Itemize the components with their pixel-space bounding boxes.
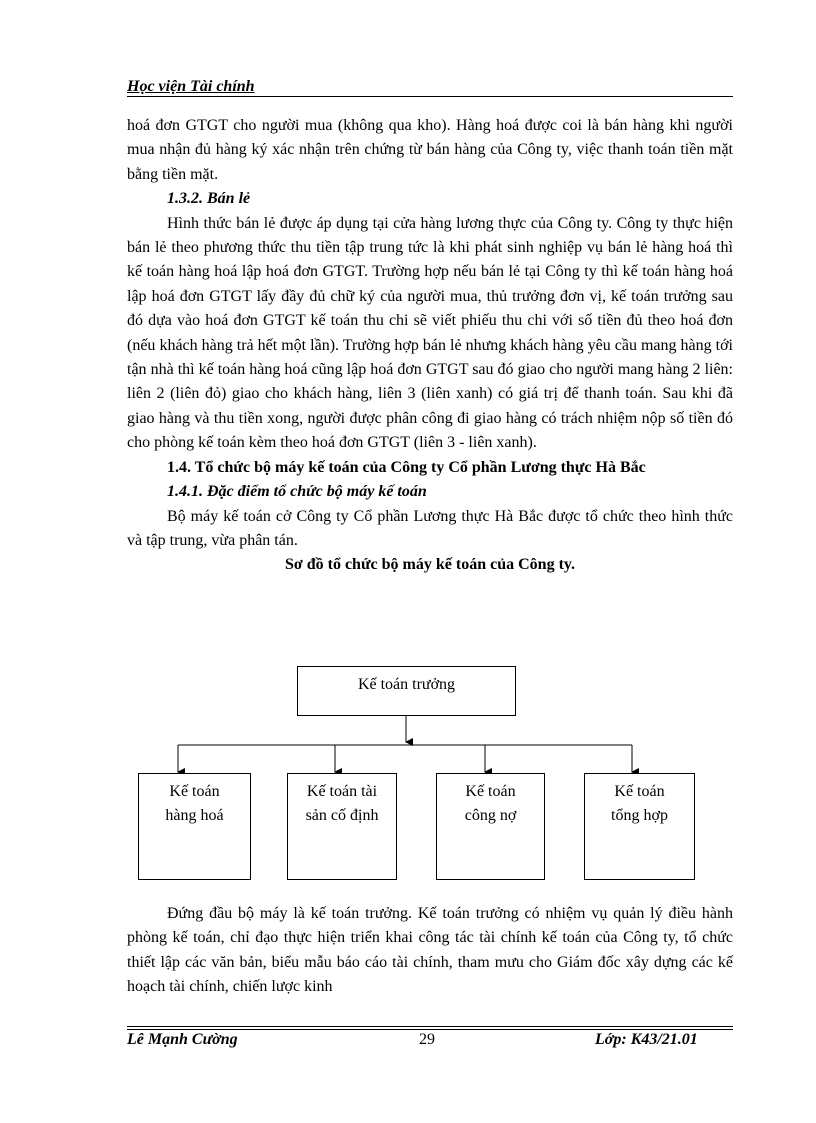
header-rule	[127, 96, 733, 97]
org-box-tai-san	[287, 773, 397, 880]
heading-1-4: 1.4. Tổ chức bộ máy kế toán của Công ty Cổ phần Lương thực Hà Bắc	[167, 458, 646, 476]
paragraph-3: Bộ máy kế toán cở Công ty Cổ phần Lương thực Hà Bắc được tổ chức theo hình thức và tập trung, vừa phân tán.	[127, 507, 733, 549]
footer-author: Lê Mạnh Cường	[127, 1031, 238, 1048]
org-root-box	[297, 666, 516, 716]
page-number: 29	[419, 1031, 435, 1048]
footer-rule	[127, 1026, 733, 1027]
org-box-line1: Kế toán	[465, 783, 516, 800]
org-box-line1: Kế toán	[614, 783, 665, 800]
page-header	[127, 78, 733, 96]
org-box-hang-hoa	[138, 773, 251, 880]
footer-class: Lớp: K43/21.01	[595, 1031, 698, 1048]
paragraph-2: Hình thức bán lẻ được áp dụng tại cửa hàng lương thực của Công ty. Công ty thực hiện bán lẻ theo phương thức thu tiền tập trung tức là khi phát sinh nghiệp vụ bán lẻ hàng hoá thì kế toán hàng hoá lập hoá đơn GTGT. Trường hợp nếu bán lẻ tại Công ty thì kế toán hàng hoá lập hoá đơn GTGT lấy đầy đủ chữ ký của người mua, thủ trưởng đơn vị, kế toán trưởng sau đó dựa vào hoá đơn GTGT kế toán thu chi sẽ viết phiếu thu chi với số tiền đủ theo hoá đơn (nếu khách hàng trả hết một lần). Trường hợp bán lẻ nhưng khách hàng yêu cầu mang hàng tới tận nhà thì kế toán hàng hoá cũng lập hoá đơn GTGT sau đó giao cho người mang hàng 2 liên: liên 2 (liên đỏ) giao cho khách hàng, liên 3 (liên xanh) có giá trị để thanh toán. Sau khi đã giao hàng và thu tiền xong, người được phân công đi giao hàng có trách nhiệm nộp số tiền đó cho phòng kế toán kèm theo hoá đơn GTGT (liên 3 - liên xanh).	[127, 214, 733, 452]
diagram-title: Sơ đồ tổ chức bộ máy kế toán của Công ty.	[284, 556, 576, 574]
paragraph-1: hoá đơn GTGT cho người mua (không qua kho). Hàng hoá được coi là bán hàng khi người mua nhận đủ hàng ký xác nhận trên chứng từ bán hàng của Công ty, việc thanh toán tiền mặt bằng tiền mặt.	[127, 117, 733, 183]
org-box-line1: Kế toán	[169, 783, 220, 800]
org-box-tong-hop	[584, 773, 695, 880]
org-box-cong-no	[436, 773, 545, 880]
heading-1-3-2: 1.3.2. Bán lẻ	[167, 190, 251, 208]
body-section-bottom	[127, 902, 733, 1000]
org-root-label: Kế toán trưởng	[357, 676, 456, 693]
org-box-line2: hàng hoá	[165, 807, 224, 824]
org-box-line2: sản cố định	[305, 807, 379, 824]
org-box-line2: công nợ	[464, 807, 517, 824]
org-box-line1: Kế toán tài	[306, 783, 378, 800]
heading-1-4-1: 1.4.1. Đặc điểm tổ chức bộ máy kế toán	[167, 483, 427, 501]
paragraph-4: Đứng đầu bộ máy là kế toán trưởng. Kế toán trưởng có nhiệm vụ quản lý điều hành phòng kế toán, chỉ đạo thực hiện triển khai công tác tài chính kế toán của Công ty, tổ chức thiết lập các văn bản, biểu mẫu báo cáo tài chính, tham mưu cho Giám đốc xây dựng các kế hoạch tài chính, chiến lược kinh	[127, 905, 733, 996]
header-title: Học viện Tài chính	[127, 78, 255, 95]
body-section-top	[127, 114, 733, 578]
org-box-line2: tổng hợp	[611, 807, 668, 824]
